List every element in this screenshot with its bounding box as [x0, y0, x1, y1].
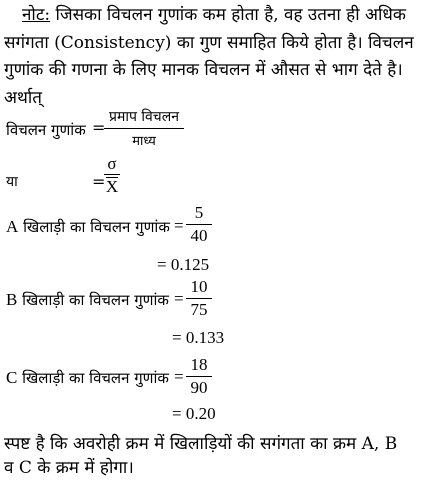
- note-line-1: [22, 2, 406, 28]
- player-c-fraction: [186, 355, 212, 398]
- player-a-result: = 0.125: [157, 255, 210, 274]
- conclusion-line-2: व C के क्रम में होगा।: [4, 458, 134, 478]
- player-a-letter: A: [6, 217, 19, 236]
- formula-ya: या: [6, 174, 18, 190]
- player-a-eq: =: [174, 216, 184, 235]
- player-c-letter: C: [6, 368, 18, 387]
- player-c-label: खिलाड़ी का विचलन गुणांक: [22, 369, 169, 387]
- player-b-letter: B: [6, 290, 18, 309]
- fraction-bar: [104, 128, 184, 129]
- player-c-denominator: 90: [190, 378, 208, 397]
- player-a-denominator: 40: [190, 226, 208, 245]
- player-b-line: [6, 290, 169, 310]
- player-a-label: खिलाड़ी का विचलन गुणांक: [23, 218, 170, 236]
- formula-numerator: प्रमाप विचलन: [109, 109, 179, 125]
- player-c-result: = 0.20: [172, 404, 216, 423]
- player-b-result: = 0.133: [172, 328, 225, 347]
- player-c-line: [6, 368, 169, 388]
- formula-fraction: [104, 107, 184, 149]
- note-label: नोट:: [22, 5, 51, 25]
- fraction-bar: [104, 174, 120, 175]
- sigma-symbol: σ: [107, 154, 117, 173]
- sigma-fraction: [104, 155, 120, 196]
- fraction-bar: [186, 376, 212, 377]
- player-a-numerator: 5: [194, 203, 204, 222]
- conclusion-line-1: स्पष्ट है कि अवरोही क्रम में खिलाड़ियों की सगंगता का क्रम A, B: [4, 434, 398, 454]
- xbar-symbol: X: [105, 177, 119, 196]
- player-c-numerator: 18: [190, 355, 208, 374]
- formula-eq-2: =: [92, 172, 106, 191]
- formula-denominator: माध्य: [132, 134, 156, 149]
- player-b-eq: =: [174, 289, 184, 308]
- note-text-1: जिसका विचलन गुणांक कम होता है, वह उतना ही अधिक: [55, 5, 406, 25]
- player-b-denominator: 75: [190, 300, 208, 319]
- note-line-4: अर्थात्: [4, 88, 42, 108]
- player-b-fraction: [186, 277, 212, 320]
- player-c-eq: =: [174, 367, 184, 386]
- player-b-numerator: 10: [190, 277, 208, 296]
- fraction-bar: [186, 298, 212, 299]
- note-line-3: गुणांक की गणना के लिए मानक विचलन में औसत से भाग देते है।: [4, 60, 403, 80]
- formula-eq: =: [92, 118, 106, 137]
- fraction-bar: [186, 224, 212, 225]
- note-line-2: सगंगता (Consistency) का गुण समाहित किये होता है। विचलन: [4, 33, 414, 53]
- player-b-label: खिलाड़ी का विचलन गुणांक: [22, 291, 169, 309]
- player-a-fraction: [186, 203, 212, 246]
- formula-lhs: विचलन गुणांक: [6, 121, 86, 139]
- player-a-line: [6, 217, 170, 237]
